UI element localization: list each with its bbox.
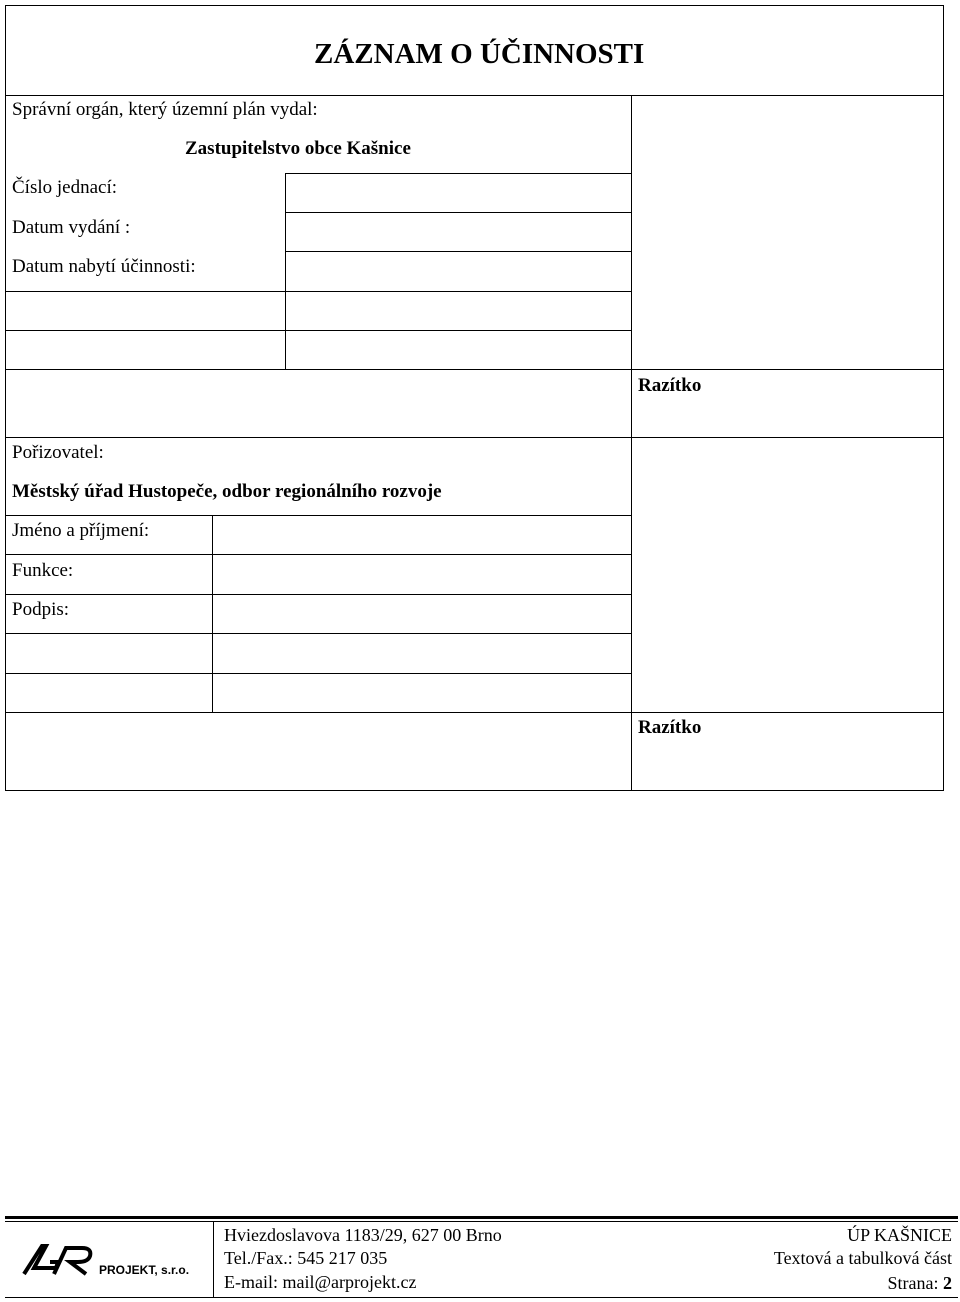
page-number-label: Strana: xyxy=(887,1273,939,1293)
company-phone: Tel./Fax.: 545 217 035 xyxy=(224,1248,388,1268)
name-label: Jméno a příjmení: xyxy=(12,520,150,541)
document-section: Textová a tabulková část xyxy=(773,1248,952,1268)
table-rule xyxy=(5,633,632,634)
authority-value: Zastupitelstvo obce Kašnice xyxy=(185,138,411,159)
project-name: ÚP KAŠNICE xyxy=(847,1225,952,1245)
table-rule xyxy=(212,515,213,713)
table-rule xyxy=(5,437,944,438)
company-email: E-mail: mail@arprojekt.cz xyxy=(224,1272,417,1292)
procurer-value: Městský úřad Hustopeče, odbor regionálního rozvoje xyxy=(12,481,442,502)
table-rule xyxy=(5,515,632,516)
table-rule xyxy=(5,369,944,370)
table-rule xyxy=(631,95,632,791)
function-label: Funkce: xyxy=(12,560,74,581)
stamp-label: Razítko xyxy=(638,375,702,396)
footer-rule-thin xyxy=(5,1221,958,1222)
signature-label: Podpis: xyxy=(12,599,70,620)
table-border-right xyxy=(943,5,944,791)
procurer-label: Pořizovatel: xyxy=(12,442,104,463)
table-rule xyxy=(5,330,632,331)
table-rule xyxy=(5,291,632,292)
company-logo xyxy=(20,1240,96,1280)
effective-date-label: Datum nabytí účinnosti: xyxy=(12,256,196,277)
table-rule xyxy=(285,173,632,174)
table-rule xyxy=(5,712,944,713)
company-logo-text: PROJEKT, s.r.o. xyxy=(99,1263,190,1277)
table-rule xyxy=(5,554,632,555)
table-rule xyxy=(285,251,632,252)
footer-rule-bottom xyxy=(5,1297,958,1298)
page-title: ZÁZNAM O ÚČINNOSTI xyxy=(314,38,645,70)
reference-number-label: Číslo jednací: xyxy=(12,177,118,198)
page-number xyxy=(888,1274,953,1292)
table-rule xyxy=(5,673,632,674)
table-rule xyxy=(5,95,944,96)
issue-date-label: Datum vydání : xyxy=(12,217,131,238)
footer-divider xyxy=(213,1221,214,1298)
table-rule xyxy=(285,212,632,213)
authority-label: Správní orgán, který územní plán vydal: xyxy=(12,99,318,120)
footer-rule-thick xyxy=(5,1216,958,1219)
table-rule xyxy=(5,594,632,595)
company-address: Hviezdoslavova 1183/29, 627 00 Brno xyxy=(224,1225,502,1245)
table-rule xyxy=(285,173,286,370)
table-border-top xyxy=(5,5,944,6)
page-number-value: 2 xyxy=(943,1273,952,1293)
table-border-bottom xyxy=(5,790,944,791)
stamp-label: Razítko xyxy=(638,717,702,738)
